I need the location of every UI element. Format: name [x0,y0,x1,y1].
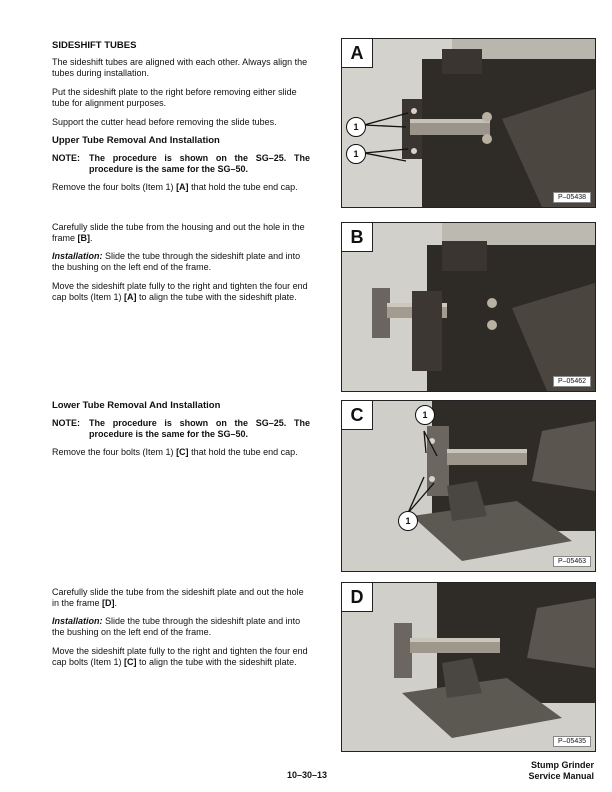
figure-a-photo [342,39,595,207]
lower-install-label: Installation: [52,616,103,626]
upper-step-remove-bolts [52,182,310,193]
upper-step2-text-b: . [90,233,93,243]
upper-note-prefix: NOTE: [52,153,80,163]
upper-step2-text-a: Carefully slide the tube from the housing and out the hole in the frame [52,222,305,243]
lower-step2-text-b: . [114,598,118,608]
lower-note-text: The procedure is shown on the SG–25. The procedure is the same for the SG–50. [89,418,310,439]
upper-step1-text-a: Remove the four bolts (Item 1) [52,182,177,192]
figure-a-code: P–05438 [553,192,591,203]
figure-a-callout-2: 1 [346,144,366,164]
figure-d-photo [342,583,595,751]
lower-step-slide-tube [52,587,310,609]
page-number: 10–30–13 [287,770,328,780]
figure-c [341,400,596,572]
manual-title-line-1: Stump Grinder [530,760,594,770]
figure-a-letter: A [342,39,373,68]
upper-step-slide-tube [52,222,310,244]
figure-c-photo [342,401,595,571]
figure-a-callout-1: 1 [346,117,366,137]
upper-step3-text-a: Move the sideshift plate fully to the right and tighten the four end cap bolts (Item 1) [52,281,308,302]
lower-step3-text-b: to align the tube with the sideshift plate. [136,657,297,667]
lower-step2-ref: [D] [102,598,115,608]
lower-step2-text-a: Carefully slide the tube from the sideshift plate and out the hole in the frame [52,587,304,608]
lower-step3-text-a: Move the sideshift plate fully to the right and tighten the four end cap bolts (Item 1) [52,646,308,667]
upper-step-align [52,281,310,303]
upper-step3-ref: [A] [124,292,137,302]
figure-d [341,582,596,752]
figure-c-letter: C [342,401,373,430]
lower-install-text: Slide the tube through the sideshift plate and into the bushing on the left end of the frame. [52,616,301,637]
manual-title-line-2: Service Manual [528,771,594,781]
upper-step3-text-b: to align the tube with the sideshift plate. [136,292,297,302]
upper-tube-heading: Upper Tube Removal And Installation [52,135,220,146]
lower-tube-heading: Lower Tube Removal And Installation [52,400,221,411]
lower-installation [52,616,310,638]
upper-step2-ref: [B] [77,233,91,243]
upper-install-label: Installation: [52,251,103,261]
manual-title [528,760,594,782]
lower-step-remove-bolts [52,447,310,458]
section-title: SIDESHIFT TUBES [52,40,137,51]
lower-note [52,418,310,440]
upper-step1-ref: [A] [176,182,189,192]
lower-step3-ref: [C] [124,657,137,667]
figure-c-code: P–05463 [553,556,591,567]
upper-installation [52,251,310,273]
intro-paragraph-1: The sideshift tubes are aligned with each other. Always align the tubes during installation. [52,57,308,78]
figure-c-callout-2: 1 [398,511,418,531]
figure-a [341,38,596,208]
upper-install-text: Slide the tube through the sideshift plate and into the bushing on the left end of the frame. [52,251,301,272]
figure-b [341,222,596,392]
figure-b-letter: B [342,223,373,252]
upper-note [52,153,310,175]
figure-d-letter: D [342,583,373,612]
lower-step1-text-a: Remove the four bolts (Item 1) [52,447,177,457]
lower-step1-text-b: that hold the tube end cap. [188,447,298,457]
figure-b-code: P–05462 [553,376,591,387]
intro-paragraph-2: Put the sideshift plate to the right before removing either slide tube for alignment purposes. [52,87,297,108]
intro-paragraph-3: Support the cutter head before removing the slide tubes. [52,117,277,127]
upper-step1-text-b: that hold the tube end cap. [188,182,298,192]
figure-d-code: P–05435 [553,736,591,747]
figure-b-photo [342,223,595,391]
upper-note-text: The procedure is shown on the SG–25. The procedure is the same for the SG–50. [89,153,310,174]
lower-note-prefix: NOTE: [52,418,80,428]
lower-step-align [52,646,310,668]
figure-c-callout-1: 1 [415,405,435,425]
lower-step1-ref: [C] [176,447,189,457]
